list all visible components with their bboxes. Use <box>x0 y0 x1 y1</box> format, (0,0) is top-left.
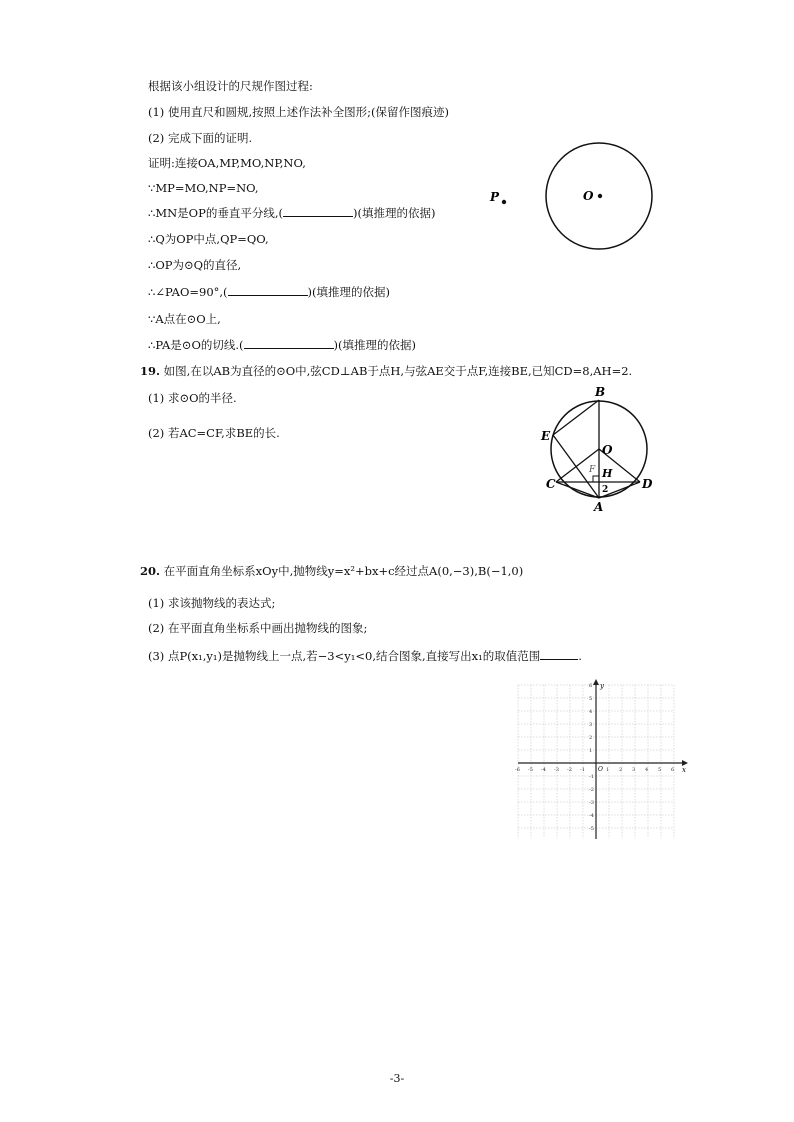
x-tick-label: 2 <box>619 767 623 773</box>
y-tick-label: -5 <box>589 826 594 832</box>
s20-q3: (3) 点P(x₁,y₁)是抛物线上一点,若−3<y₁<0,结合图象,直接写出x₁的取值范围 . <box>148 649 582 663</box>
s20-q1: (1) 求该抛物线的表达式; <box>148 596 276 610</box>
x-tick-label: -6 <box>515 767 520 773</box>
page-number: -3- <box>389 1072 405 1085</box>
s18-figure <box>485 140 665 255</box>
label-e: E <box>541 429 551 443</box>
s18-proof2: ∵MP=MO,NP=NO, <box>148 181 259 195</box>
y-tick-label: 4 <box>589 709 593 715</box>
s19-q2: (2) 若AC=CF,求BE的长. <box>148 426 280 440</box>
label-d: D <box>642 477 653 491</box>
right-angle-mark <box>593 476 599 482</box>
y-tick-label: -4 <box>589 813 594 819</box>
s18-proof8 <box>148 337 416 353</box>
s18-task2: (2) 完成下面的证明. <box>148 131 253 145</box>
s18-proof8-b: )(填推理的依据) <box>333 338 416 352</box>
s18-task1: (1) 使用直尺和圆规,按照上述作法补全图形;(保留作图痕迹) <box>148 105 449 119</box>
s20-number: 20. <box>140 564 161 578</box>
s19-figure <box>533 382 663 517</box>
label-p: P <box>490 190 500 204</box>
y-tick-label: 6 <box>589 683 593 689</box>
s20-stem-text: 在平面直角坐标系xOy中,抛物线y=x²+bx+c经过点A(0,−3),B(−1,0) <box>163 564 524 578</box>
y-tick-label: -2 <box>589 787 594 793</box>
x-axis-label: x <box>682 766 686 774</box>
y-tick-label: 5 <box>589 696 593 702</box>
origin-label: O <box>598 766 603 773</box>
x-tick-label: -4 <box>541 767 546 773</box>
s20-q2: (2) 在平面直角坐标系中画出抛物线的图象; <box>148 621 368 635</box>
x-tick-label: 4 <box>645 767 649 773</box>
y-tick-label: 3 <box>589 722 593 728</box>
label-b: B <box>595 385 606 399</box>
s19-stem-text: 如图,在以AB为直径的⊙O中,弦CD⊥AB于点H,与弦AE交于点F,连接BE,已知CD=8,AH=2. <box>163 364 633 378</box>
y-axis-arrow <box>593 679 599 685</box>
s20-stem <box>140 563 523 579</box>
x-tick-label: -5 <box>528 767 533 773</box>
label-two: 2 <box>602 485 609 495</box>
s19-q1: (1) 求⊙O的半径. <box>148 391 237 405</box>
x-tick-label: 3 <box>632 767 636 773</box>
s18-proof4: ∴Q为OP中点,QP=QO, <box>148 232 269 246</box>
s18-proof6-a: ∴∠PAO=90°,( <box>148 285 228 299</box>
s18-intro: 根据该小组设计的尺规作图过程: <box>148 79 313 93</box>
y-tick-label: -1 <box>589 774 594 780</box>
s18-proof3 <box>148 205 435 221</box>
answer-blank-2[interactable] <box>228 284 308 296</box>
segment-be <box>553 400 599 435</box>
x-tick-label: 6 <box>671 767 675 773</box>
point-o <box>598 194 602 198</box>
y-tick-label: 1 <box>589 748 593 754</box>
coordinate-grid <box>510 675 690 845</box>
point-p <box>502 200 506 204</box>
s18-proof6-b: )(填推理的依据) <box>307 285 390 299</box>
answer-blank-1[interactable] <box>283 205 353 217</box>
label-f: F <box>589 465 596 475</box>
s18-proof3-a: ∴MN是OP的垂直平分线,( <box>148 206 283 220</box>
s18-proof3-b: )(填推理的依据) <box>352 206 436 220</box>
s19-stem <box>140 363 632 379</box>
label-a: A <box>594 500 604 514</box>
s19-number: 19. <box>140 364 161 378</box>
s18-proof6 <box>148 284 390 300</box>
x-tick-label: 5 <box>658 767 662 773</box>
label-c: C <box>546 477 556 491</box>
answer-blank-3[interactable] <box>244 337 334 349</box>
x-tick-label: -2 <box>567 767 572 773</box>
x-tick-label: -1 <box>580 767 585 773</box>
answer-blank-4[interactable] <box>540 648 578 660</box>
x-tick-label: -3 <box>554 767 559 773</box>
y-tick-label: -3 <box>589 800 594 806</box>
y-tick-label: 2 <box>589 735 593 741</box>
label-o: O <box>602 443 613 457</box>
s18-proof8-a: ∴PA是⊙O的切线.( <box>148 338 244 352</box>
x-tick-label: 1 <box>606 767 610 773</box>
s20-q3-text: (3) 点P(x₁,y₁)是抛物线上一点,若−3<y₁<0,结合图象,直接写出x₁的取值范围 <box>148 649 541 663</box>
label-o: O <box>583 189 594 203</box>
label-h: H <box>602 467 613 480</box>
s18-proof7: ∵A点在⊙O上, <box>148 312 221 326</box>
s18-proof5: ∴OP为⊙Q的直径, <box>148 258 242 272</box>
y-axis-label: y <box>600 682 604 690</box>
s18-proof1: 证明:连接OA,MP,MO,NP,NO, <box>148 156 306 170</box>
